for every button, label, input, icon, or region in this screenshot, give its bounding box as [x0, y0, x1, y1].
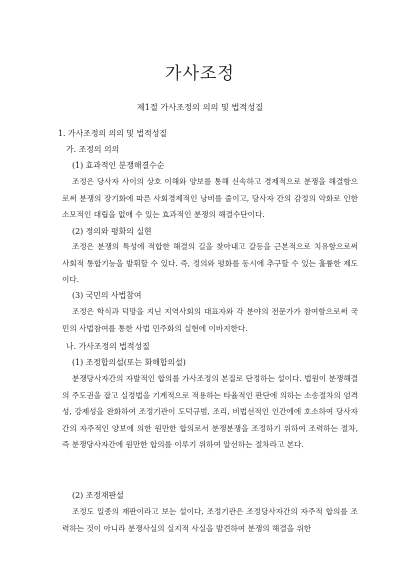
item-a2-text: 조정은 분쟁의 특성에 적합한 해결의 길을 찾아내고 갈등을 근본적으로 치유함으로써 사회적 통합기능을 발휘할 수 있다. 즉, 정의와 평화를 동시에 추구할 수 있는 훌륭한 제도이다.	[62, 242, 358, 285]
item-b2-heading: (2) 조정재판설	[72, 491, 124, 500]
item-a1-text: 조정은 당사자 사이의 상호 이해와 양보를 통해 신속하고 경제적으로 분쟁을 해결함으로써 분쟁의 장기화에 따른 사회경제적인 낭비를 줄이고, 당사자 간의 감정의 악화로 인한 소모적인 대립을 없애 수 있는 효과적인 분쟁의 해결수단이다.	[62, 177, 358, 220]
sub-b-heading: 나. 가사조정의 법적성질	[66, 342, 150, 351]
item-a3-text: 조정은 학식과 덕망을 지닌 지역사회의 대표자와 각 분야의 전문가가 참여함으로써 국민의 사법참여를 통한 사법 민주화의 실현에 이바지한다.	[62, 307, 358, 333]
item-b2-text: 조정도 일종의 재판이라고 보는 설이다, 조정기관은 조정당사자간의 자주적 합의를 조력하는 것이 아니라 분쟁사실의 실지적 사실을 발견하여 분쟁의 해결을 위한	[62, 507, 358, 533]
section-heading: 제1절 가사조정의 의의 및 법적성질	[136, 102, 264, 112]
document-title: 가사조정	[165, 64, 235, 84]
item-a3-heading: (3) 국민의 사법참여	[72, 291, 142, 300]
sub-a-heading: 가. 조정의 의의	[66, 145, 120, 154]
part1-heading: 1. 가사조정의 의의 및 법적성질	[58, 129, 168, 138]
item-a1-heading: (1) 효과적인 분쟁해결수순	[72, 161, 165, 170]
item-a2-heading: (2) 정의와 평화의 실현	[72, 227, 152, 236]
item-b1-heading: (1) 조정합의설(또는 화해합의설)	[72, 358, 186, 367]
item-b1-text: 분쟁당사자간의 자발적인 합의를 가사조정의 본질로 단정하는 설이다. 법원이 분쟁해결의 주도권을 잡고 실정법을 기계적으로 적용하는 타율적인 판단에 의하는 소송절차의 엄격성, 강제성을 완화하여 조정기관이 도덕규범, 조리, 비법선적인 인간에에 호소하여 당사자 간의 자주적인 양보에 의한 원만한 합의로서 분쟁분쟁을 조정하기 위하여 조력하는 절차, 즉 분쟁당사자간에 원만한 합의를 이루기 위하여 알선하는 절차라고 본다.	[62, 374, 358, 450]
